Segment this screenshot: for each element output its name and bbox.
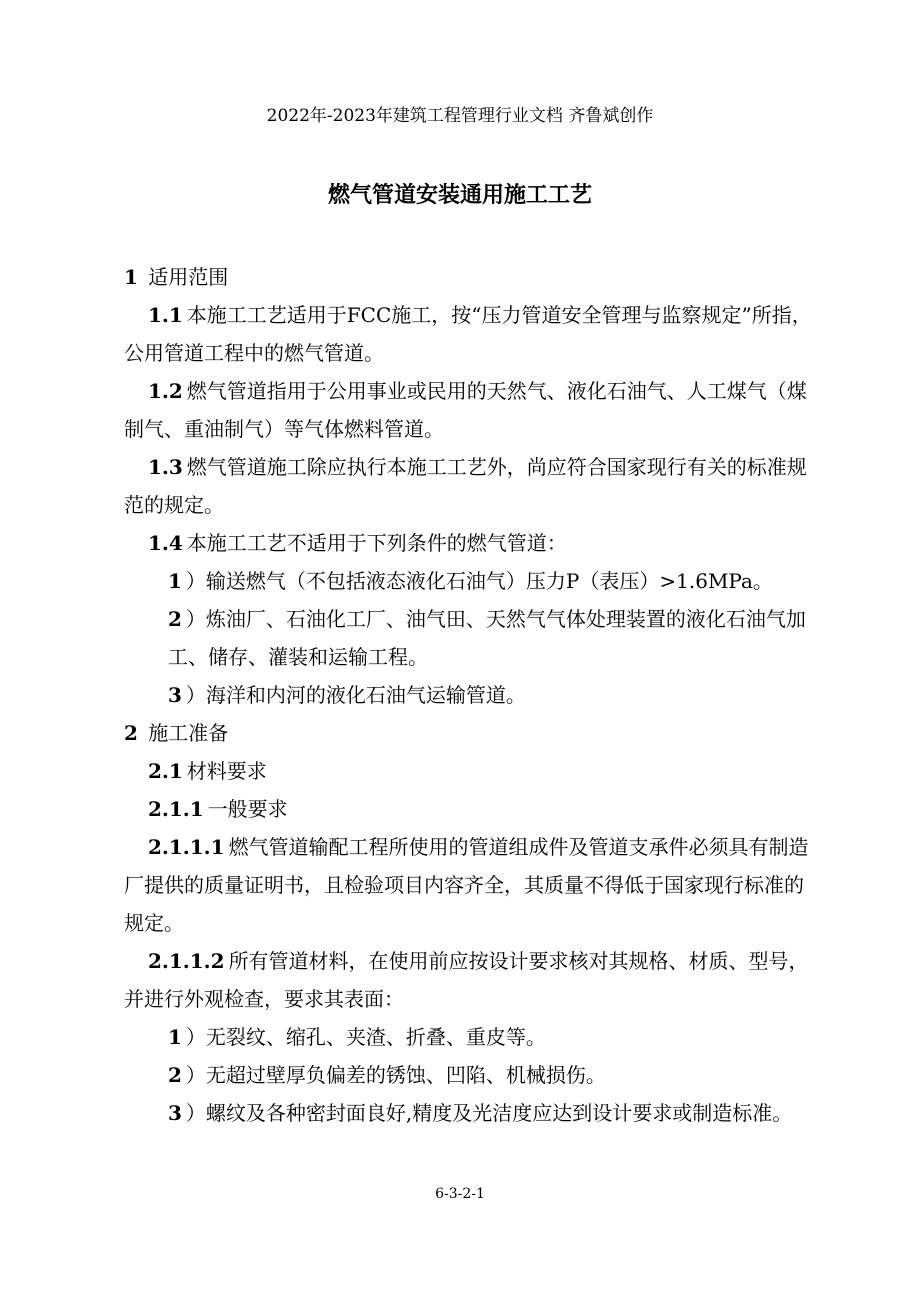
paragraph: 1.1 本施工工艺适用于FCC施工，按“压力管道安全管理与监察规定”所指，公用管道工程中的燃气管道。 [124,303,812,365]
list-item: 2 ）炼油厂、石油化工厂、油气田、天然气气体处理装置的液化石油气加工、储存、灌装和运输工程。 [168,607,806,669]
document-title: 燃气管道安装通用施工工艺 [327,183,592,208]
paragraph: 2.1.1.2 所有管道材料，在使用前应按设计要求核对其规格、材质、型号，并进行外观检查，要求其表面： [124,949,809,1011]
section-heading: 2 施工准备 [124,721,229,745]
paragraph: 2.1 材料要求 [148,759,267,783]
paragraph: 2.1.1.1 燃气管道输配工程所使用的管道组成件及管道支承件必须具有制造厂提供的质量证明书，且检验项目内容齐全，其质量不得低于国家现行标准的规定。 [124,835,809,935]
page-number: 6-3-2-1 [435,1186,485,1202]
paragraph: 2.1.1 一般要求 [148,797,288,821]
list-item: 2 ）无超过壁厚负偏差的锈蚀、凹陷、机械损伤。 [168,1063,606,1087]
paragraph: 1.2 燃气管道指用于公用事业或民用的天然气、液化石油气、人工煤气（煤制气、重油制气）等气体燃料管道。 [124,379,807,441]
section-heading: 1 适用范围 [124,265,229,289]
page-header: 2022年-2023年建筑工程管理行业文档 齐鲁斌创作 [266,106,654,126]
list-item: 3 ）螺纹及各种密封面良好,精度及光洁度应达到设计要求或制造标准。 [168,1101,793,1125]
paragraph: 1.4 本施工工艺不适用于下列条件的燃气管道： [148,531,567,555]
paragraph: 1.3 燃气管道施工除应执行本施工工艺外，尚应符合国家现行有关的标准规范的规定。 [124,455,807,517]
list-item: 1 ）输送燃气（不包括液态液化石油气）压力P（表压）>1.6MPa。 [168,569,773,593]
list-item: 1 ）无裂纹、缩孔、夹渣、折叠、重皮等。 [168,1025,546,1049]
list-item: 3 ）海洋和内河的液化石油气运输管道。 [168,683,526,707]
document-body [124,258,814,1132]
